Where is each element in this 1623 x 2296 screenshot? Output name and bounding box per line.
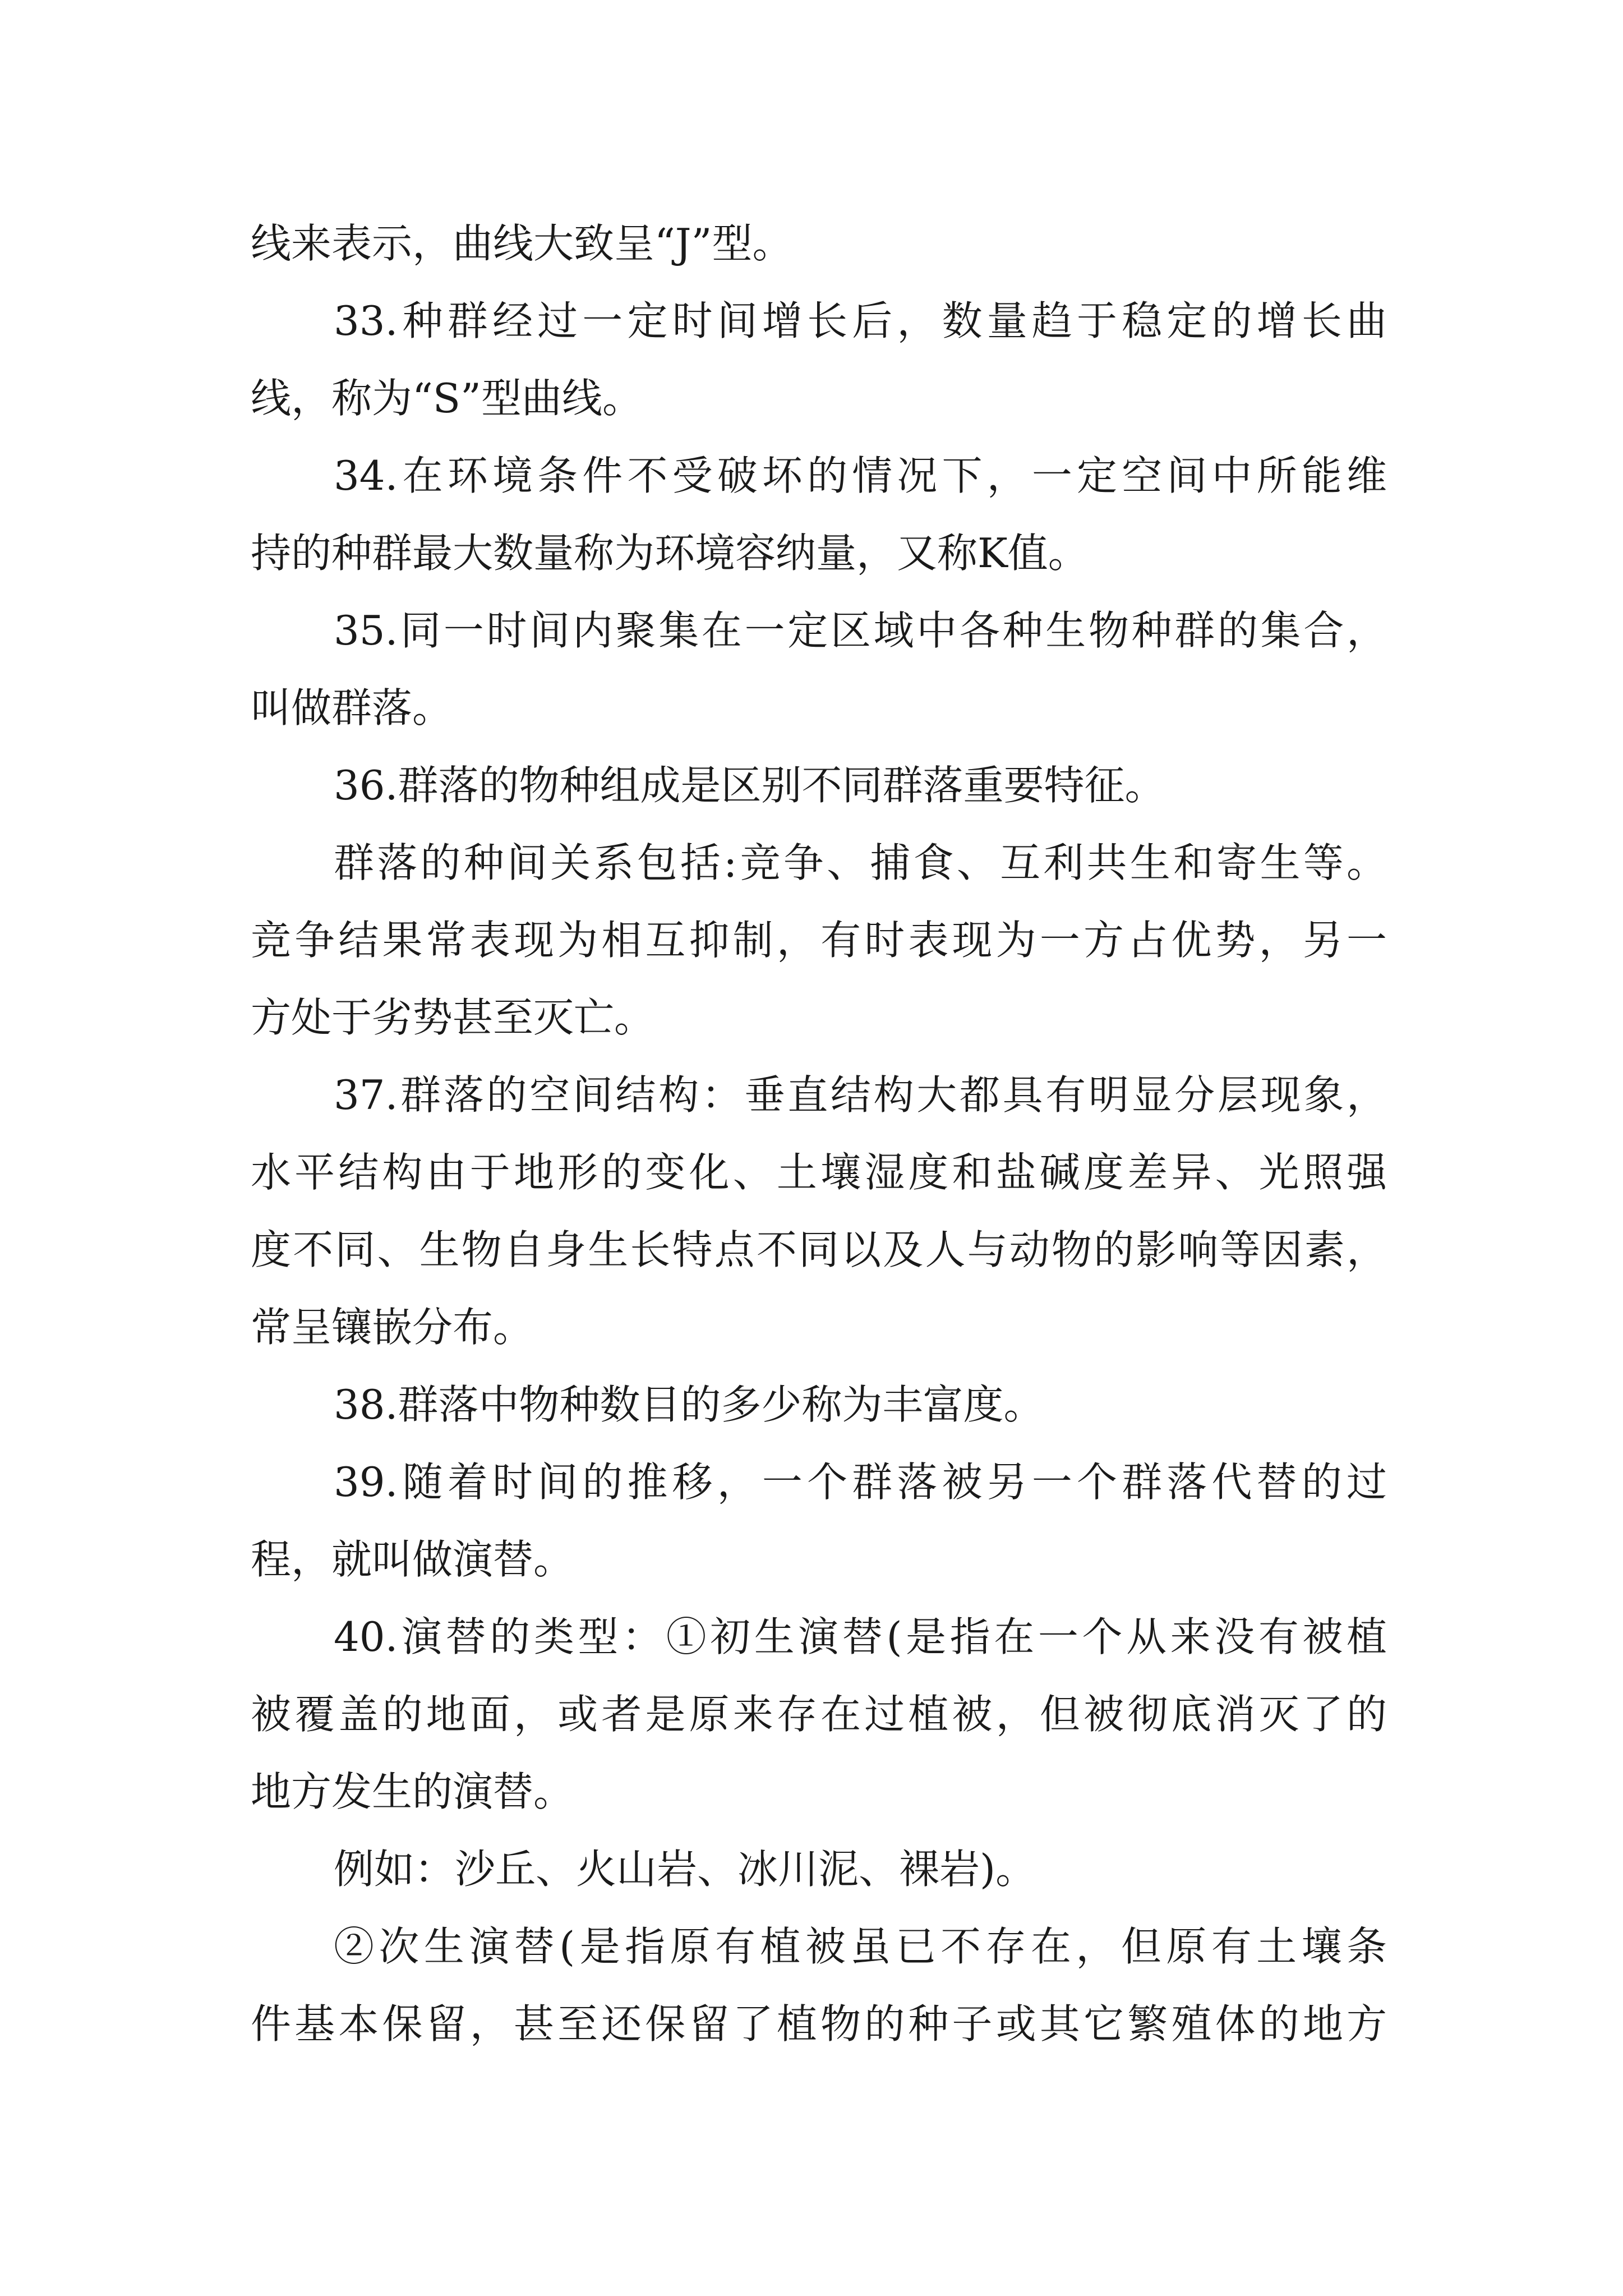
text-line: 水平结构由于地形的变化、土壤湿度和盐碱度差异、光照强 <box>251 1149 1387 1196</box>
paragraph <box>251 747 1387 824</box>
text-line: 被覆盖的地面，或者是原来存在过植被，但被彻底消灭了的 <box>251 1691 1387 1738</box>
text-line: 方处于劣势甚至灭亡。 <box>251 994 655 1041</box>
text-line: 38.群落中物种数目的多少称为丰富度。 <box>334 1381 1044 1428</box>
paragraph <box>251 1598 1387 1830</box>
text-line: 件基本保留，甚至还保留了植物的种子或其它繁殖体的地方 <box>251 2000 1387 2047</box>
text-line: 37.群落的空间结构：垂直结构大都具有明显分层现象， <box>334 1071 1387 1119</box>
text-line: 持的种群最大数量称为环境容纳量，又称K值。 <box>251 530 1089 577</box>
paragraph <box>251 1056 1387 1366</box>
paragraph <box>251 1830 1387 1908</box>
text-line: 程，就叫做演替。 <box>251 1536 574 1583</box>
paragraph <box>251 1366 1387 1443</box>
text-line: 度不同、生物自身生长特点不同以及人与动物的影响等因素， <box>251 1226 1387 1273</box>
paragraph <box>251 592 1387 747</box>
text-line: 地方发生的演替。 <box>251 1768 574 1815</box>
paragraph <box>251 824 1387 1056</box>
text-line: 叫做群落。 <box>251 684 453 731</box>
paragraph <box>251 1908 1387 2063</box>
text-line: 群落的种间关系包括:竞争、捕食、互利共生和寄生等。 <box>334 839 1387 886</box>
text-line: 39.随着时间的推移，一个群落被另一个群落代替的过 <box>334 1458 1387 1506</box>
paragraph <box>251 282 1387 437</box>
document-body <box>251 205 1387 2063</box>
text-line: 36.群落的物种组成是区别不同群落重要特征。 <box>334 762 1165 809</box>
paragraph <box>251 437 1387 592</box>
text-line: 竞争结果常表现为相互抑制，有时表现为一方占优势，另一 <box>251 917 1387 964</box>
paragraph <box>251 1443 1387 1598</box>
text-line: 常呈镶嵌分布。 <box>251 1304 534 1351</box>
text-line: 33.种群经过一定时间增长后，数量趋于稳定的增长曲 <box>334 297 1387 344</box>
text-line: 线来表示，曲线大致呈“J”型。 <box>251 220 793 267</box>
text-line: 例如：沙丘、火山岩、冰川泥、裸岩)。 <box>334 1846 1036 1893</box>
paragraph <box>251 205 1387 282</box>
text-line: ②次生演替(是指原有植被虽已不存在，但原有土壤条 <box>334 1923 1387 1970</box>
text-line: 35.同一时间内聚集在一定区域中各种生物种群的集合， <box>334 607 1387 654</box>
text-line: 40.演替的类型：①初生演替(是指在一个从来没有被植 <box>334 1613 1387 1660</box>
text-line: 34.在环境条件不受破坏的情况下，一定空间中所能维 <box>334 452 1387 499</box>
text-line: 线，称为“S”型曲线。 <box>251 375 643 422</box>
